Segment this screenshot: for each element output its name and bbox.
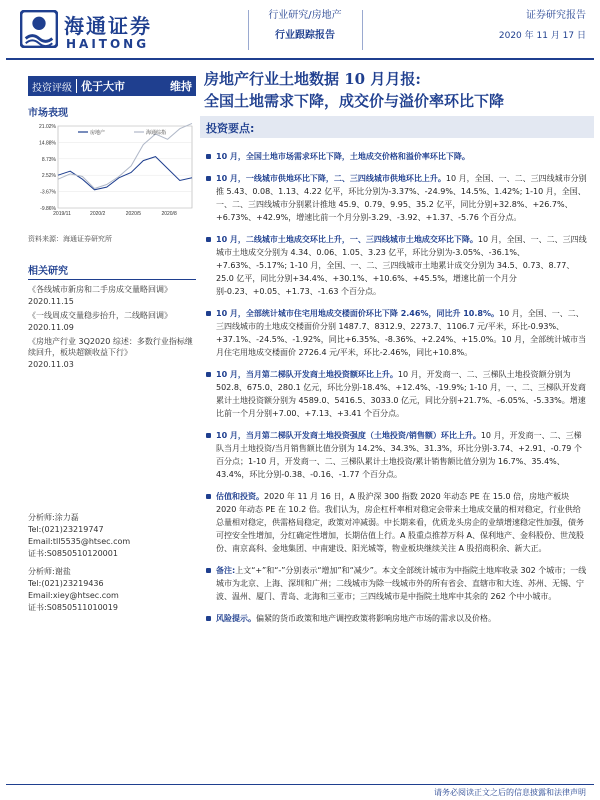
haitong-logo: [20, 8, 180, 56]
related-date: 2020.11.03: [28, 360, 74, 369]
key-points-label: 投资要点:: [206, 122, 255, 135]
bullet-text: 10 月，全国、一、二、三四线城市分别推 5.43、0.08、1.13、4.22 亿平，环比分别为-3.37%、-24.9%、14.5%、1.42%; 1-10 月，全国、一、二、三四线城市分别累计推地 45.9、0.79、9.95、35.2 亿平，同比分别+32.8%、+26.7%、+6.73%、+42.9%，增速比前一个月分别-3.29、-3.92、+1.37、-5.76 个百分点。: [216, 174, 587, 222]
analyst-email[interactable]: Email:tll5535@htsec.com: [28, 537, 131, 546]
bullet-item: [206, 490, 588, 555]
y-tick-label: 21.02%: [39, 124, 56, 130]
bullet-highlight: 10 月，当月第二梯队开发商土地投资强度（土地投资/销售额）环比上升。: [216, 431, 481, 440]
header-divider: [362, 10, 363, 50]
chart-frame: [58, 126, 192, 208]
bullet-item: [206, 429, 588, 481]
related-item[interactable]: [28, 284, 196, 307]
key-points-header: [200, 116, 594, 138]
bullet-text: 10 月，全国、一、二、三四线城市土地成交分别为 4.34、0.06、1.05、3.23 亿平，环比分别为-3.05%、-36.1%、+7.63%、-5.17%; 1-10 月，全国、一、二、三四线城市土地累计成交分别为 34.5、0.73、8.77、25.0 亿平，同比分别+34.4%、+30.1%、+10.6%、+45.5%，增速比前一个月分别-0.23、+0.05、+1.73、-1.63 个百分点。: [216, 235, 587, 296]
legend-label: 海通综指: [146, 130, 167, 136]
bullet-text: 10 月，全国、一、二、三四线城市的土地成交楼面价分别 1487.7、8312.9、2273.7、1106.7 元/平米，环比-0.93%、+37.1%、-24.5%、-1.92%，同比+6.35%、-8.36%、+2.24%、+15.0%。10 月，全部统计城市当月住宅用地成交楼面价 2726.4 元/平米，环比-2.46%，同比+10.8%。: [216, 309, 587, 357]
rating-value: 优于大市: [81, 80, 125, 93]
header-right: [499, 8, 586, 44]
report-type-text: 行业跟踪报告: [275, 30, 335, 41]
rating-label: 投资评级: [32, 82, 72, 94]
bullet-item: [206, 368, 588, 420]
market-label: 市场表现: [28, 108, 68, 119]
bullet-highlight: 风险提示。: [216, 614, 256, 623]
bullet-highlight: 估值和投资。: [216, 492, 264, 501]
page-header: [0, 0, 600, 60]
header-divider: [248, 10, 249, 50]
bullet-text: 2020 年 11 月 16 日，A 股沪深 300 指数 2020 年动态 PE 在 15.0 倍，房地产板块 2020 年动态 PE 在 10.2 倍。我们认为，房企杠杆率相对稳定会带来土地成交量的相对稳定，行业供给总量相对稳定，供需格局稳定，政策对冲减弱。中长期来看，优质龙头房企的业绩增速稳定性加强，债务可控安全性增加，分红确定性增加，长期估值上行。A 股重点推荐万科 A、保利地产、金科股份、世茂股份、南京高科、金地集团、中南建设、阳光城等，物业板块继续关注 A 股招商积余、新大正。: [216, 492, 585, 553]
series-line-1: [58, 123, 192, 188]
bullet-item: [206, 233, 588, 298]
related-title: 《房地产行业 3Q2020 综述：多数行业指标继续回升，板块超额收益下行》: [28, 337, 193, 357]
bullet-item: [206, 172, 588, 224]
analyst-tel: Tel:(021)23219436: [28, 579, 104, 588]
related-item[interactable]: [28, 310, 196, 333]
y-tick-label: 8.73%: [41, 156, 56, 163]
rating-bar: [28, 76, 196, 96]
chart-source: 资料来源：海通证券研究所: [28, 235, 112, 243]
related-date: 2020.11.15: [28, 297, 74, 306]
header-rule: [6, 58, 594, 60]
analyst-email[interactable]: Email:xiey@htsec.com: [28, 591, 119, 600]
rating-action: 维持: [170, 80, 192, 93]
footer-disclaimer: 请务必阅读正文之后的信息披露和法律声明: [434, 788, 586, 797]
bullet-text: 上文“+”和“-”分别表示“增加”和“减少”。本文全部统计城市为中指院土地库收录 302 个城市；一线城市为北京、上海、深圳和广州；二线城市为除一线城市外的所有省会、直辖市和大连、苏州、无锡、宁波、温州、厦门、青岛、北海和三亚市；三四线城市是中指院土地库中其余的 262 个中小城市。: [216, 566, 587, 601]
bullet-item: [206, 307, 588, 359]
footer-rule: [6, 784, 594, 785]
logo-en-text: HAITONG: [66, 37, 150, 51]
bullet-highlight: 10 月，二线城市土地成交环比上升，一、三四线城市土地成交环比下降。: [216, 235, 478, 244]
report-title: [204, 68, 594, 112]
bullet-text: 偏紧的货币政策和地产调控政策将影响房地产市场的需求以及价格。: [256, 614, 496, 623]
related-research: [28, 262, 196, 373]
analyst-tel: Tel:(021)23219747: [28, 525, 104, 534]
bullet-item: [206, 150, 588, 163]
header-category: [250, 8, 360, 44]
y-tick-label: 14.88%: [39, 140, 56, 147]
report-date: 2020 年 11 月 17 日: [498, 31, 586, 41]
haitong-logo-icon: [20, 10, 58, 48]
related-label: 相关研究: [28, 262, 196, 280]
x-tick-label: 2020/8: [161, 211, 177, 217]
y-tick-label: -9.86%: [40, 206, 56, 212]
x-tick-label: 2020/2: [90, 211, 106, 217]
analyst-info: [28, 512, 196, 614]
title-line-1: 房地产行业土地数据 10 月月报:: [204, 70, 421, 88]
analyst-cert: 证书:S0850510120001: [28, 549, 118, 558]
category-text: 行业研究/房地产: [268, 10, 342, 21]
related-title: 《各线城市新房和二手房成交量略回调》: [28, 285, 172, 294]
analyst-name: 分析师:谢盐: [28, 567, 71, 576]
x-tick-label: 2019/11: [53, 211, 71, 217]
title-line-2: 全国土地需求下降，成交价与溢价率环比下降: [204, 92, 505, 110]
related-date: 2020.11.09: [28, 323, 74, 332]
legend-label: 房地产: [90, 130, 106, 136]
bullet-text: 10 月，开发商一、二、三梯队土地投资额分别为 502.8、675.0、280.1 亿元，环比分别-18.4%、+12.4%、-19.9%; 1-10 月，一、二、三梯队开发商累计土地投资额分别为 4589.0、5416.5、3033.0 亿元，同比分别+21.7%、-6.05%、-5.33%。增速比前一个月分别+7.00、+7.13、+3.41 个百分点。: [216, 370, 586, 418]
bullet-text: 10 月，开发商一、二、三梯队当月土地投资/当月销售额比值分别为 14.2%、34.3%、31.3%，环比分别-3.74、+2.91、-0.79 个百分点；1-10 月，开发商一、二、三梯队累计土地投资/累计销售额比值分别为 16.7%、35.4%、43.4%，环比分别-0.38、-0.16、-1.77 个百分点。: [216, 431, 582, 479]
report-title-right: 证券研究报告: [526, 10, 586, 21]
related-item[interactable]: [28, 336, 196, 370]
market-performance-chart: [28, 116, 196, 226]
logo-cn-text: 海通证券: [64, 14, 152, 38]
analyst-name: 分析师:涂力磊: [28, 513, 79, 522]
bullet-highlight: 10 月，一线城市供地环比下降，二、三四线城市供地环比上升。: [216, 174, 446, 183]
series-line-0: [58, 157, 192, 190]
y-tick-label: -3.67%: [40, 189, 56, 196]
y-tick-label: 2.52%: [41, 173, 56, 180]
x-tick-label: 2020/5: [125, 211, 142, 217]
bullet-item: [206, 564, 588, 603]
bullet-item: [206, 612, 588, 625]
analyst-cert: 证书:S0850511010019: [28, 603, 118, 612]
key-points-list: [206, 150, 588, 634]
bullet-highlight: 备注:: [216, 566, 236, 575]
bullet-highlight: 10 月，全国土地市场需求环比下降，土地成交价格和溢价率环比下降。: [216, 152, 470, 161]
bullet-highlight: 10 月，当月第二梯队开发商土地投资额环比上升。: [216, 370, 398, 379]
bullet-highlight: 10 月，全部统计城市住宅用地成交楼面价环比下降 2.46%，同比升 10.8%。: [216, 309, 499, 318]
related-title: 《一线周成交量稳步抬升，二线略回调》: [28, 311, 172, 320]
